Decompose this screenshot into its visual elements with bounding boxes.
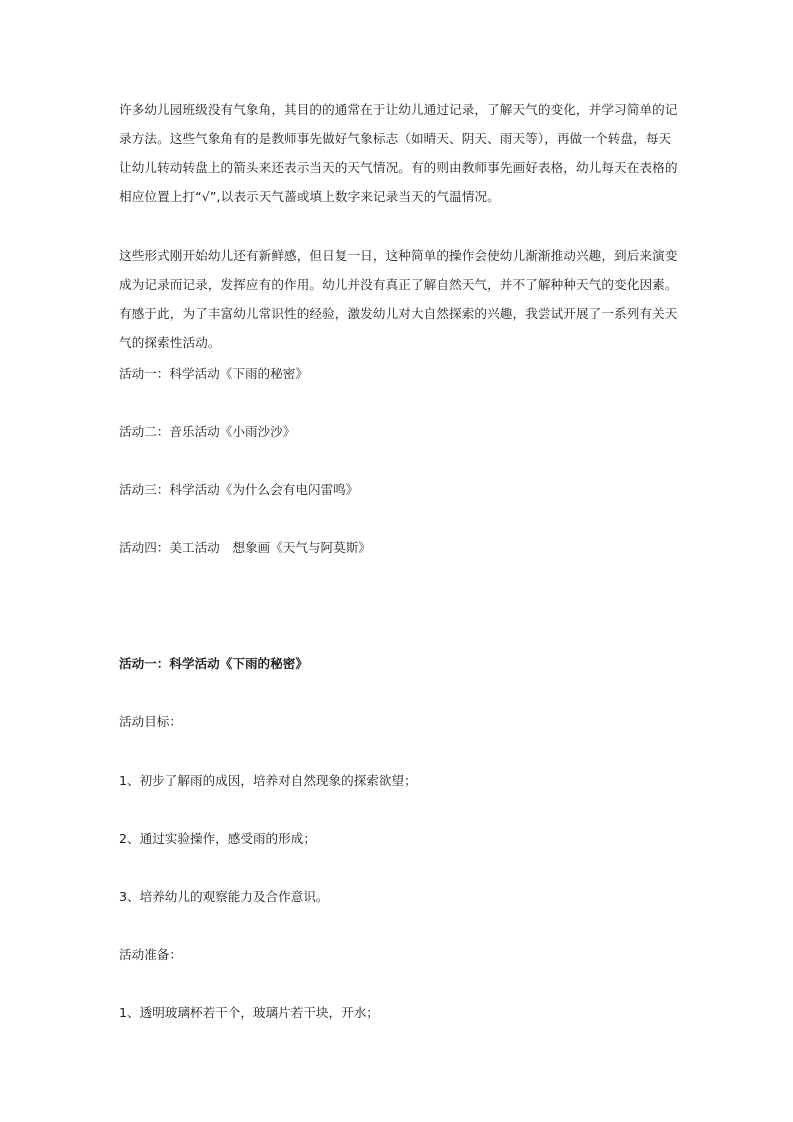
goal-item-3: 3、培养幼儿的观察能力及合作意识。 <box>119 889 329 904</box>
goals-label: 活动目标： <box>119 714 182 729</box>
prep-item-1: 1、透明玻璃杯若干个，玻璃片若干块，开水； <box>119 1005 379 1020</box>
intro-paragraph-2: 这些形式刚开始幼儿还有新鲜感，但日复一日，这种简单的操作会使幼儿渐渐推动兴趣，到后来演变成为记录而记录，发挥应有的作用。幼儿并没有真正了解自然天气，并不了解种种天气的变化因素。有感于此，为了丰富幼儿常识性的经验，激发幼儿对大自然探索的兴趣，我尝试开展了一系列有关天气的探索性活动。 <box>119 248 678 350</box>
activity-list-item-4: 活动四：美工活动 想象画《天气与阿莫斯》 <box>119 540 371 555</box>
activity-list-item-2: 活动二：音乐活动《小雨沙沙》 <box>119 424 296 439</box>
intro-paragraph-1: 许多幼儿园班级没有气象角，其目的的通常在于让幼儿通过记录，了解天气的变化，并学习简单的记录方法。这些气象角有的是教师事先做好气象标志（如晴天、阴天、雨天等），再做一个转盘，每天让幼儿转动转盘上的箭头来还表示当天的天气情况。有的则由教师事先画好表格，幼儿每天在表格的相应位置上打“√”,以表示天气蔷或填上数字来记录当天的气温情况。 <box>119 102 678 204</box>
activity-list-item-3: 活动三：科学活动《为什么会有电闪雷鸣》 <box>119 482 359 497</box>
activity-list-item-1: 活动一：科学活动《下雨的秘密》 <box>119 366 308 381</box>
goal-item-1: 1、初步了解雨的成因，培养对自然现象的探索欲望； <box>119 773 417 788</box>
goal-item-2: 2、通过实验操作，感受雨的形成； <box>119 831 316 846</box>
prep-label: 活动准备： <box>119 947 182 962</box>
section-heading: 活动一：科学活动《下雨的秘密》 <box>119 656 308 671</box>
